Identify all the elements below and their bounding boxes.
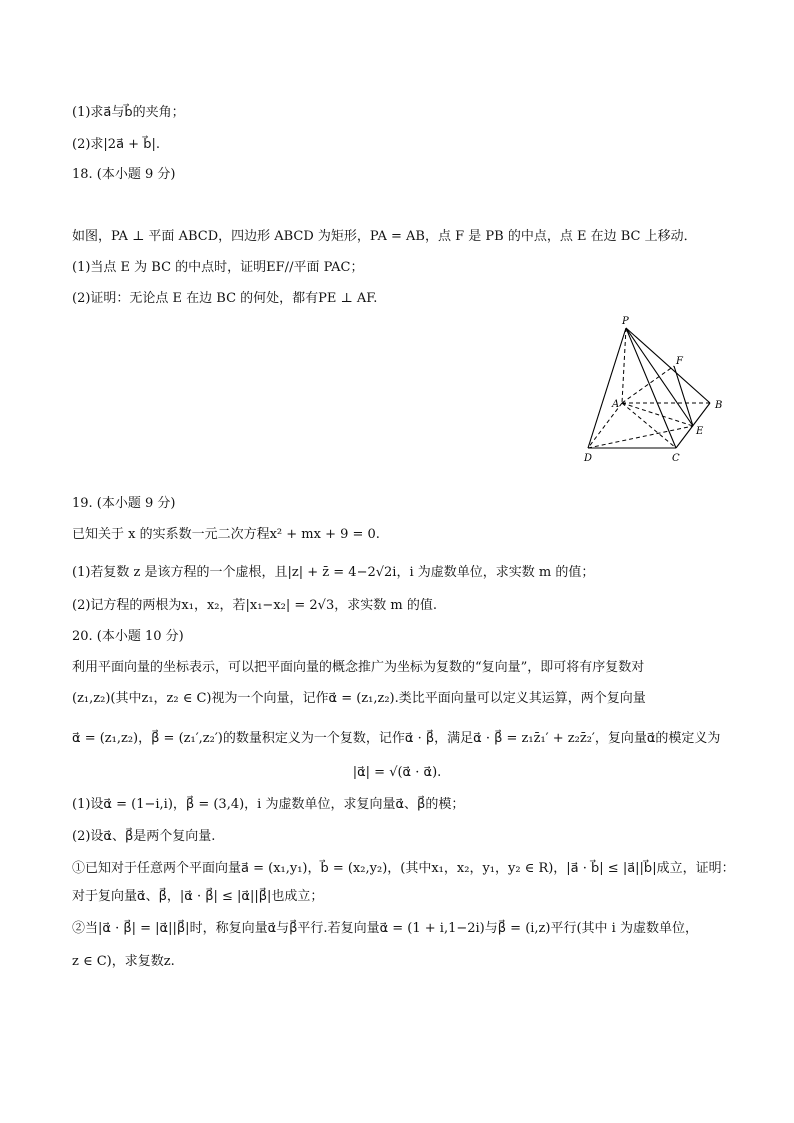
q20-stem-line2: (z₁,z₂)(其中z₁，z₂ ∈ C)视为一个向量，记作α⃗ = (z₁,z₂).类比平面向量可以定义其运算，两个复向量 xyxy=(72,691,646,706)
edge-PD xyxy=(588,328,626,448)
q18-stem: 如图，PA ⊥ 平面 ABCD，四边形 ABCD 为矩形，PA = AB，点 F 是 PB 的中点，点 E 在边 BC 上移动． xyxy=(72,229,697,244)
q17-part1: (1)求a⃗与b⃗的夹角； xyxy=(72,105,185,120)
q19-part2: (2)记方程的两根为x₁，x₂，若|x₁−x₂| = 2√3，求实数 m 的值. xyxy=(72,598,437,613)
q20-stem-line3: α⃗ = (z₁,z₂)，β⃗ = (z₁′,z₂′)的数量积定义为一个复数，记作α⃗ · β⃗，满足α⃗ · β⃗ = z₁z̄₁′ + z₂z̄₂′，复向量α⃗的模定义为 xyxy=(72,731,721,746)
q18-part2: (2)证明：无论点 E 在边 BC 的何处，都有PE ⊥ AF. xyxy=(72,291,378,306)
label-B: B xyxy=(715,400,723,411)
q20-part1: (1)设α⃗ = (1−i,i)，β⃗ = (3,4)，i 为虚数单位，求复向量α⃗、β⃗的模； xyxy=(72,797,465,812)
q20-part2a-line2: 对于复向量α⃗、β⃗，|α⃗ · β⃗| ≤ |α⃗||β⃗|也成立； xyxy=(72,889,324,904)
label-E: E xyxy=(696,426,704,437)
q20-modulus-formula: |α⃗| = √(α⃗ · α⃗). xyxy=(352,765,442,780)
q18-heading: 18. (本小题 9 分) xyxy=(72,167,176,182)
edge-AC xyxy=(622,403,676,448)
pyramid-figure xyxy=(578,310,738,470)
q18-part1: (1)当点 E 为 BC 的中点时，证明EF//平面 PAC； xyxy=(72,260,364,275)
q20-stem-line1: 利用平面向量的坐标表示，可以把平面向量的概念推广为坐标为复数的“复向量”，即可将有序复数对 xyxy=(72,660,645,675)
q20-heading: 20. (本小题 10 分) xyxy=(72,629,184,644)
edge-PB xyxy=(626,328,710,403)
label-C: C xyxy=(672,453,680,464)
q20-part2b-line2: z ∈ C)，求复数z. xyxy=(72,954,175,969)
q19-stem: 已知关于 x 的实系数一元二次方程x² + mx + 9 = 0. xyxy=(72,527,380,542)
q17-part2: (2)求|2a⃗ + b⃗|. xyxy=(72,137,160,152)
edge-PC xyxy=(626,328,676,448)
edge-PE xyxy=(626,328,693,426)
q20-part2: (2)设α⃗、β⃗是两个复向量. xyxy=(72,829,216,844)
edge-FE xyxy=(674,366,693,426)
q20-part2b-line1: ②当|α⃗ · β⃗| = |α⃗||β⃗|时，称复向量α⃗与β⃗平行.若复向量α⃗ = (1 + i,1−2i)与β⃗ = (i,z)平行(其中 i 为虚数单位， xyxy=(72,921,698,936)
q19-heading: 19. (本小题 9 分) xyxy=(72,496,176,511)
edge-AE xyxy=(622,403,693,426)
q20-part2a-line1: ①已知对于任意两个平面向量a⃗ = (x₁,y₁)，b⃗ = (x₂,y₂)，(其中x₁，x₂，y₁，y₂ ∈ R)，|a⃗ · b⃗| ≤ |a⃗||b⃗|成立，证明： xyxy=(72,861,735,876)
edge-DE xyxy=(588,426,693,448)
pyramid-diagram xyxy=(578,310,738,470)
q19-part1: (1)若复数 z 是该方程的一个虚根，且|z| + z̄ = 4−2√2i，i 为虚数单位，求实数 m 的值； xyxy=(72,565,595,580)
label-D: D xyxy=(584,453,593,464)
label-P: P xyxy=(622,316,629,327)
label-A: A xyxy=(612,399,620,410)
label-F: F xyxy=(676,356,683,367)
edge-AF xyxy=(622,366,674,403)
